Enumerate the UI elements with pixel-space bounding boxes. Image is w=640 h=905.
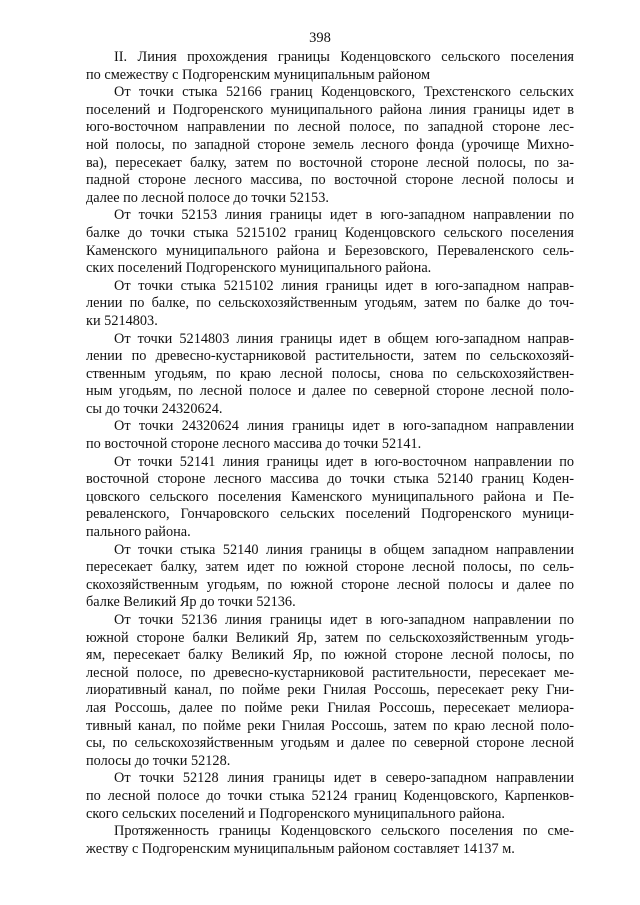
text-line: лая Россошь, далее по пойме реки Гнилая Россошь, пересекает мелиора- bbox=[86, 699, 574, 716]
text-line: реваленского, Гончаровского сельских поселений Подгоренского муници- bbox=[86, 506, 574, 523]
text-line: пересекает балку, затем идет по южной стороне лесной полосы, по сель- bbox=[86, 559, 574, 576]
section-heading bbox=[86, 49, 574, 84]
text-line: лиоративный канал, по пойме реки Гнилая Россошь, пересекает реку Гни- bbox=[86, 682, 574, 699]
text-line: лении по древесно-кустарниковой растительности, затем по сельскохозяй- bbox=[86, 348, 574, 365]
paragraph bbox=[86, 207, 574, 277]
paragraph bbox=[86, 612, 574, 770]
text-line: От точки стыка 52140 линия границы в общем западном направлении bbox=[114, 541, 574, 558]
text-line: Протяженность границы Коденцовского сельского поселения по сме- bbox=[114, 823, 574, 840]
text-line: От точки 52136 линия границы идет в юго-западном направлении по bbox=[114, 612, 574, 628]
text-line: восточной стороне лесного массива до точки стыка 52140 границ Коден- bbox=[86, 471, 574, 488]
text-line: От точки 24320624 линия границы идет в юго-западном направлении bbox=[114, 418, 574, 435]
text-line: От точки стыка 5215102 линия границы идет в юго-западном направ- bbox=[114, 277, 574, 294]
text-line: балке Великий Яр до точки 52136. bbox=[86, 594, 296, 611]
text-line: тивный канал, по пойме реки Гнилая Россошь, затем по краю лесной поло- bbox=[86, 717, 574, 734]
text-line: От точки 52128 линия границы идет в северо-западном направлении bbox=[114, 770, 574, 787]
text-line: южной стороне балки Великий Яр, затем по сельскохозяйственным угодь- bbox=[86, 629, 574, 646]
text-line: далее по лесной полосе до точки 52153. bbox=[86, 189, 329, 206]
paragraph bbox=[86, 454, 574, 542]
text-line: ки 5214803. bbox=[86, 312, 158, 329]
text-line: сы, по сельскохозяйственным угодьям и далее по северной стороне лесной bbox=[86, 735, 574, 752]
text-line: по смежеству с Подгоренским муниципальным районом bbox=[86, 66, 431, 83]
text-line: падной стороне лесного массива, по восточной стороне лесной полосы и bbox=[86, 172, 574, 189]
text-line: лесной полосе, по древесно-кустарниковой растительности, пересекает ме- bbox=[86, 664, 574, 681]
text-line: ского сельских поселений и Подгоренского муниципального района. bbox=[86, 805, 505, 822]
text-line: скохозяйственным угодьям, по южной стороне лесной полосы и далее по bbox=[86, 576, 574, 593]
text-line: ва), пересекает балку, затем по восточной стороне лесной полосы, по за- bbox=[86, 154, 574, 171]
text-line: цовского сельского поселения Каменского муниципального района и Пе- bbox=[86, 488, 574, 505]
paragraph bbox=[86, 542, 574, 612]
paragraph bbox=[86, 278, 574, 331]
text-line: ям, пересекает балку Великий Яр, по южной стороне лесной полосы, по bbox=[86, 647, 574, 664]
text-line: От точки 5214803 линия границы идет в общем юго-западном направ- bbox=[114, 330, 574, 347]
text-line: лении по балке, по сельскохозяйственным угодьям, затем по балке до точ- bbox=[86, 295, 574, 312]
text-line: II. Линия прохождения границы Коденцовского сельского поселения bbox=[114, 49, 574, 65]
text-line: балке до точки стыка 5215102 границ Коденцовского сельского поселения bbox=[86, 224, 574, 241]
text-line: От точки стыка 52166 границ Коденцовского, Трехстенского сельских bbox=[114, 84, 574, 101]
text-line: От точки 52153 линия границы идет в юго-западном направлении по bbox=[114, 207, 574, 224]
paragraph bbox=[86, 331, 574, 419]
document-body bbox=[86, 49, 574, 858]
paragraph bbox=[86, 823, 574, 858]
text-line: жеству с Подгоренским муниципальным районом составляет 14137 м. bbox=[86, 840, 515, 857]
text-line: юго-восточном направлении по лесной полосе, по западной стороне лес- bbox=[86, 119, 574, 136]
text-line: пального района. bbox=[86, 524, 191, 541]
text-line: полосы до точки 52128. bbox=[86, 752, 231, 769]
paragraph bbox=[86, 770, 574, 823]
text-line: ственным угодьям, по краю лесной полосы, снова по сельскохозяйствен- bbox=[86, 365, 574, 382]
text-line: ным угодьям, по лесной полосе и далее по северной стороне лесной поло- bbox=[86, 383, 574, 400]
page-number: 398 bbox=[309, 30, 331, 46]
text-line: От точки 52141 линия границы идет в юго-восточном направлении по bbox=[114, 453, 574, 470]
text-line: по восточной стороне лесного массива до точки 52141. bbox=[86, 436, 422, 453]
text-line: Каменского муниципального района и Березовского, Переваленского сель- bbox=[86, 242, 574, 259]
paragraph bbox=[86, 84, 574, 207]
text-line: ной полосы, по западной стороне земель лесного фонда (урочище Михно- bbox=[86, 136, 574, 153]
text-line: поселений и Подгоренского муниципального района линия границы идет в bbox=[86, 101, 574, 118]
text-line: сы до точки 24320624. bbox=[86, 400, 223, 417]
text-line: ских поселений Подгоренского муниципального района. bbox=[86, 260, 432, 277]
text-line: по лесной полосе до точки стыка 52124 границ Коденцовского, Карпенков- bbox=[86, 787, 574, 804]
paragraph bbox=[86, 418, 574, 453]
